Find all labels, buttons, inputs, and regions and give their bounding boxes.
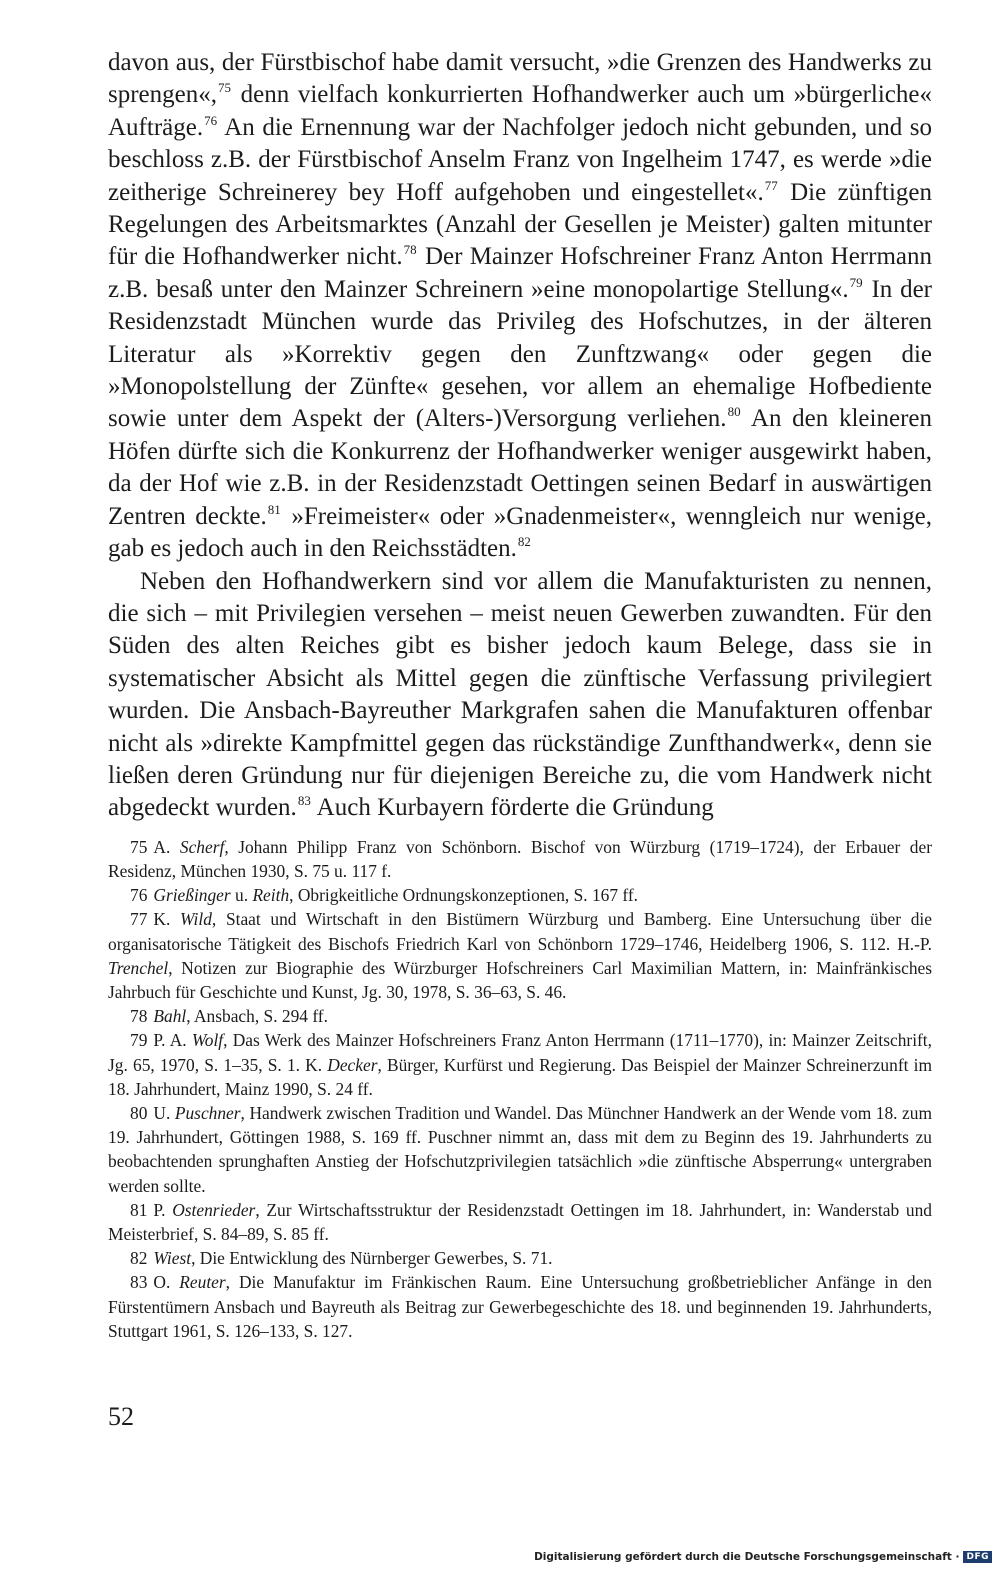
paragraph-1: [108, 47, 932, 566]
footnote-number: 83: [130, 1272, 148, 1293]
page-number: 52: [108, 1402, 134, 1431]
footnote-ref: 83: [297, 793, 311, 809]
footnote-text: P.: [153, 1199, 173, 1220]
footnotes: [108, 835, 932, 1343]
dfg-logo[interactable]: DFG: [963, 1551, 992, 1563]
page-content: [108, 47, 932, 1343]
footnote-text: , Notizen zur Biographie des Würzburger Hofschreiners Carl Maximilian Mattern, in: Mainfränkisches Jahrbuch für Geschichte und Kunst, Jg. 30, 1978, S. 36–63, S. 46.: [108, 957, 932, 1002]
footnote-author: Trenchel: [108, 957, 169, 978]
footnote-83: [108, 1270, 932, 1343]
paragraph-1-text: Die zünftigen Regelungen des Arbeitsmarktes (Anzahl der Gesellen je Meister) galten mitunter für die Hofhandwerker nicht.: [108, 178, 932, 271]
footnote-ref: 80: [727, 404, 741, 420]
paragraph-1-text: Der Mainzer Hofschreiner Franz Anton Herrmann z.B. besaß unter den Mainzer Schreinern »eine monopolartige Stellung«.: [108, 243, 932, 303]
paragraph-1-text: davon aus, der Fürstbischof habe damit versucht, »die Grenzen des Handwerks zu sprengen«,: [108, 49, 932, 109]
footnote-number: 77: [130, 909, 148, 930]
footnote-text: , Obrigkeitliche Ordnungskonzeptionen, S. 167 ff.: [289, 885, 639, 906]
footnote-author: Grießinger: [153, 885, 231, 906]
body-text: [108, 47, 932, 825]
footnote-author: Reith: [252, 885, 290, 906]
footnote-text: , Bürger, Kurfürst und Regierung. Das Beispiel der Mainzer Schreinerzunft im 18. Jahrhundert, Mainz 1990, S. 24 ff.: [108, 1054, 932, 1099]
footnote-author: Ostenrieder: [172, 1199, 256, 1220]
paragraph-1-text: An den kleineren Höfen dürfte sich die Konkurrenz der Hofhandwerker weniger ausgewirkt haben, da der Hof wie z.B. in der Residenzstadt Oettingen seinen Bedarf in auswärtigen Zentren deckte.: [108, 405, 932, 530]
footnote-text: , Die Manufaktur im Fränkischen Raum. Eine Untersuchung großbetrieblicher Anfänge in den Fürstentümern Ansbach und Bayreuth als Beitrag zur Gewerbegeschichte des 18. und beginnenden 19. Jahrhunderts, Stuttgart 1961, S. 126–133, S. 127.: [108, 1272, 932, 1341]
footnote-author: Bahl: [153, 1006, 187, 1027]
footnote-75: [108, 835, 932, 883]
footnote-text: P. A.: [153, 1030, 192, 1051]
footnote-number: 80: [130, 1102, 148, 1123]
footnote-text: , Ansbach, S. 294 ff.: [186, 1006, 328, 1027]
footnote-text: , Das Werk des Mainzer Hofschreiners Franz Anton Herrmann (1711–1770), in: Mainzer Zeitschrift, Jg. 65, 1970, S. 1–35, S. 1. K.: [108, 1030, 932, 1075]
footnote-81: [108, 1198, 932, 1246]
footnote-ref: 76: [204, 112, 218, 128]
footnote-number: 79: [130, 1030, 148, 1051]
footnote-text: , Die Entwicklung des Nürnberger Gewerbes, S. 71.: [191, 1248, 553, 1269]
paragraph-1-text: An die Ernennung war der Nachfolger jedoch nicht gebunden, und so beschloss z.B. der Fürstbischof Anselm Franz von Ingelheim 1747, es werde »die zeitherige Schreinerey bey Hoff aufgehoben und eingestellet«.: [108, 113, 932, 206]
footnote-text: , Staat und Wirtschaft in den Bistümern Würzburg und Bamberg. Eine Untersuchung über die organisatorische Tätigkeit des Bischofs Friedrich Karl von Schönborn 1729–1746, Heidelberg 1906, S. 112. H.-P.: [108, 909, 932, 954]
digitization-footer: [534, 1551, 992, 1563]
footnote-number: 76: [130, 885, 148, 906]
footnote-ref: 82: [517, 534, 531, 550]
footnote-author: Decker: [327, 1054, 378, 1075]
footnote-text: , Handwerk zwischen Tradition und Wandel. Das Münchner Handwerk an der Wende vom 18. zum 19. Jahrhundert, Göttingen 1988, S. 169 ff. Puschner nimmt an, dass mit dem zu Beginn des 19. Jahrhunderts zu beobachtenden sprunghaften Anstieg der Hofschutzprivilegien tatsächlich »die zünftische Absperrung« untergraben werden sollte.: [108, 1102, 932, 1196]
footnote-author: Reuter: [179, 1272, 226, 1293]
footnote-text: , Johann Philipp Franz von Schönborn. Bischof von Würzburg (1719–1724), der Erbauer der Residenz, München 1930, S. 75 u. 117 f.: [108, 836, 933, 881]
footnote-80: [108, 1101, 932, 1198]
footnote-text: U.: [153, 1102, 175, 1123]
footnote-author: Wild: [180, 909, 212, 930]
paragraph-2: [108, 566, 932, 825]
footnote-ref: 79: [849, 274, 863, 290]
footnote-number: 82: [130, 1248, 148, 1269]
paragraph-1-text: In der Residenzstadt München wurde das Privileg des Hofschutzes, in der älteren Literatur als »Korrektiv gegen den Zunftzwang« oder gegen die »Monopolstellung der Zünfte« gesehen, vor allem an ehemalige Hofbediente sowie unter dem Aspekt der (Alters-)Versorgung verliehen.: [108, 275, 932, 433]
footnote-78: [108, 1004, 932, 1028]
footnote-ref: 78: [403, 242, 417, 258]
footnote-ref: 77: [764, 177, 778, 193]
footnote-ref: 81: [267, 501, 281, 517]
footnote-number: 78: [130, 1006, 148, 1027]
paragraph-1-text: »Freimeister« oder »Gnadenmeister«, wenngleich nur wenige, gab es jedoch auch in den Reichsstädten.: [108, 502, 933, 563]
footnote-77: [108, 907, 932, 1004]
footnote-text: u.: [230, 885, 253, 906]
footnote-text: K.: [153, 909, 180, 930]
footnote-author: Wiest: [153, 1248, 192, 1269]
footnote-author: Scherf: [179, 836, 225, 857]
paragraph-2-text: Auch Kurbayern förderte die Gründung: [311, 794, 714, 822]
footnote-ref: 75: [218, 80, 231, 96]
footnote-text: , Zur Wirtschaftsstruktur der Residenzstadt Oettingen im 18. Jahrhundert, in: Wanderstab und Meisterbrief, S. 84–89, S. 85 ff.: [108, 1199, 932, 1244]
paragraph-1-text: denn vielfach konkurrierten Hofhandwerker auch um »bürgerliche« Aufträge.: [108, 81, 932, 141]
footnote-82: [108, 1246, 932, 1270]
paragraph-2-text: Neben den Hofhandwerkern sind vor allem die Manufakturisten zu nennen, die sich – mit Privilegien versehen – meist neuen Gewerben zuwandten. Für den Süden des alten Reiches gibt es bisher jedoch kaum Belege, dass sie in systematischer Absicht als Mittel gegen die zünftische Verfassung privilegiert wurden. Die Ansbach-Bayreuther Markgrafen sahen die Manufakturen offenbar nicht als »direkte Kampfmittel gegen das rückständige Zunfthandwerk«, denn sie ließen deren Gründung nur für diejenigen Bereiche zu, die vom Handwerk nicht abgedeckt wurden.: [108, 567, 932, 822]
footer-text: Digitalisierung gefördert durch die Deutsche Forschungsgemeinschaft ·: [534, 1551, 960, 1563]
footnote-number: 81: [130, 1199, 148, 1220]
footnote-76: [108, 883, 932, 907]
footnote-text: O.: [153, 1272, 180, 1293]
footnote-79: [108, 1028, 932, 1101]
footnote-author: Puschner: [174, 1102, 241, 1123]
footnote-number: 75: [130, 836, 148, 857]
footnote-author: Wolf: [191, 1030, 224, 1051]
footnote-text: A.: [153, 836, 180, 857]
